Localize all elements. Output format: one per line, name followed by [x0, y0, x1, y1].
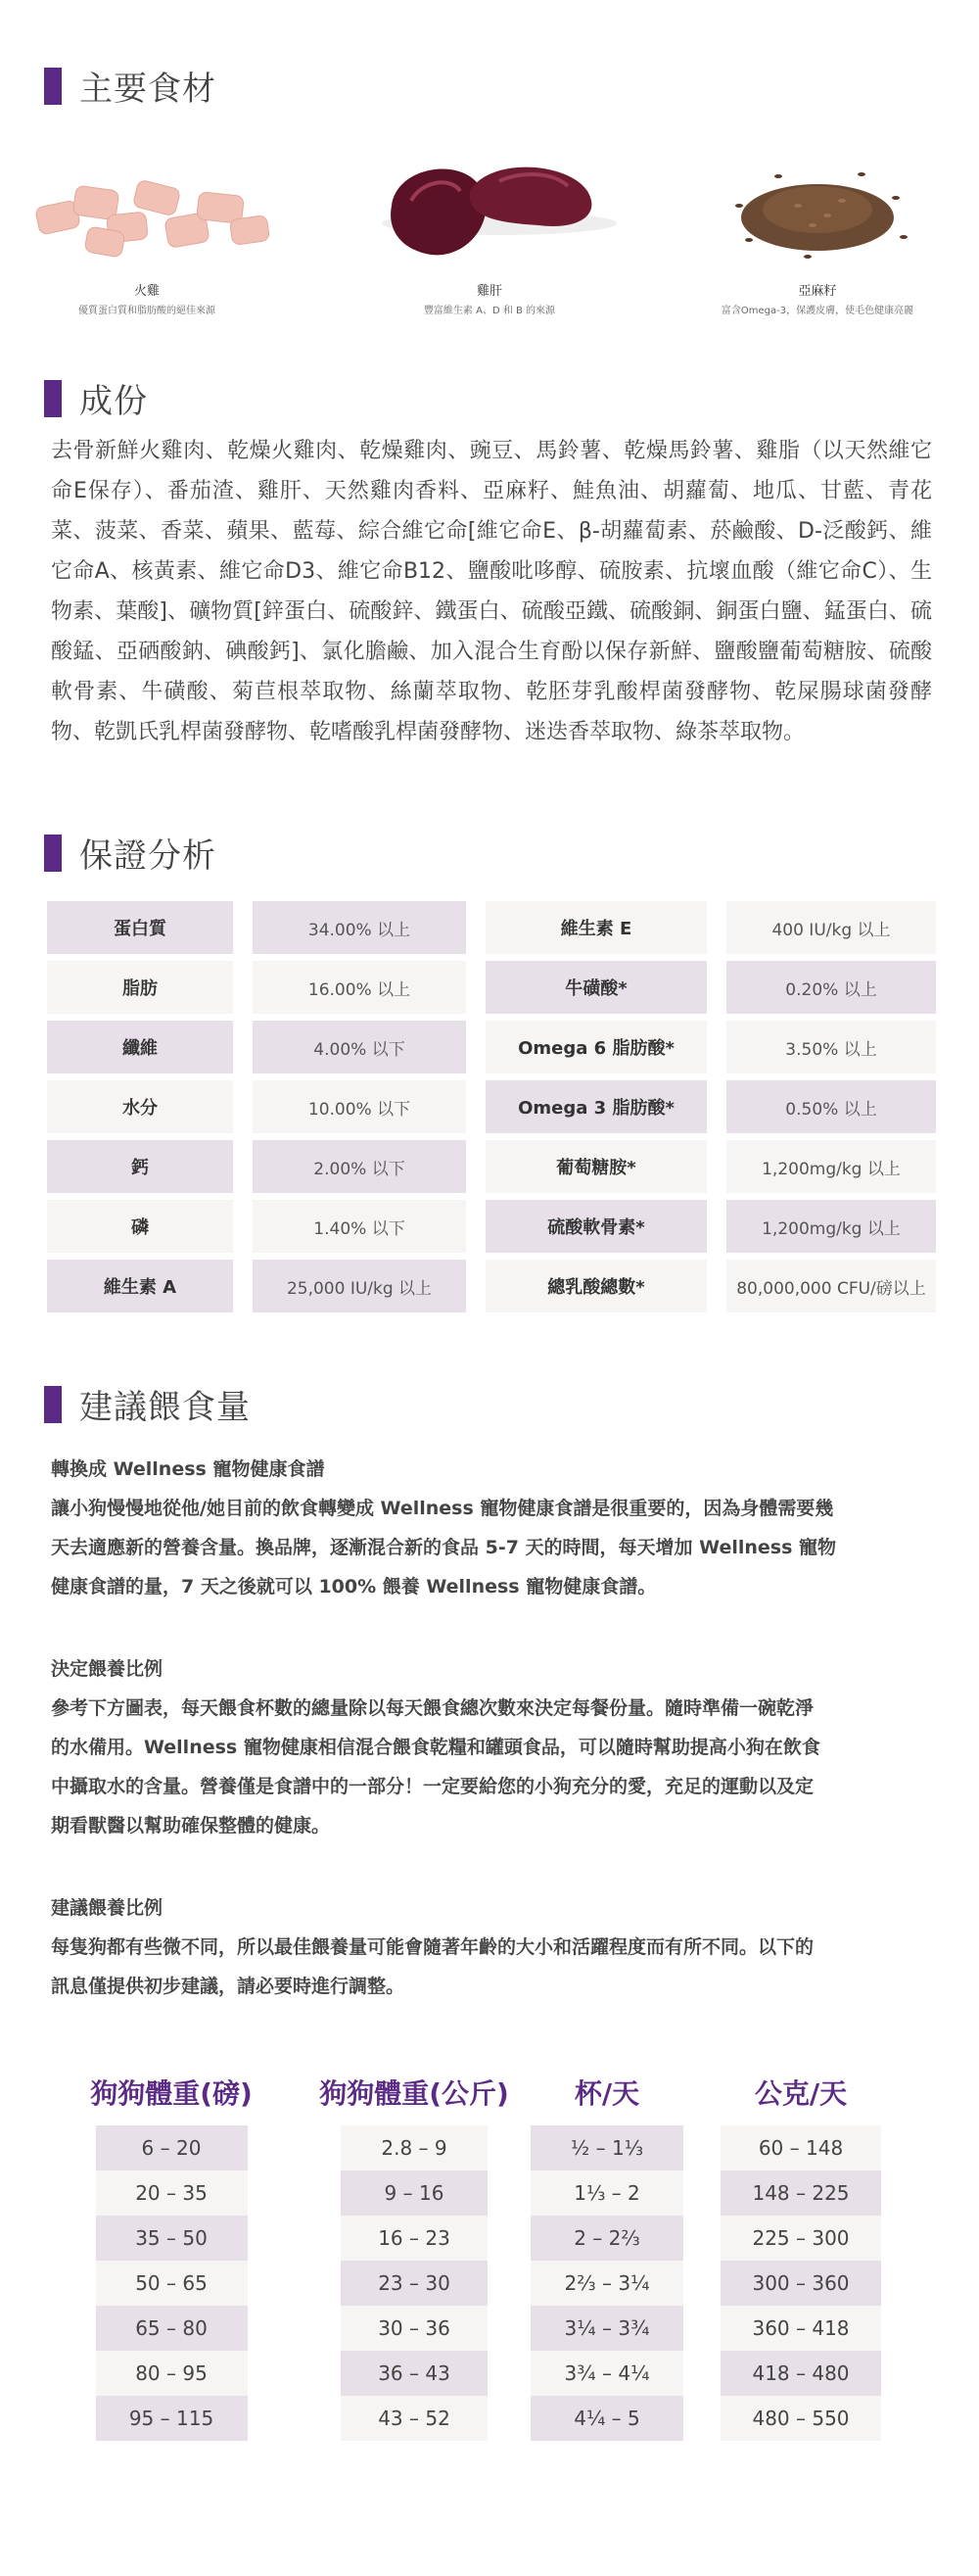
analysis-label: 磷 [47, 1200, 233, 1253]
column-header: 杯/天 [574, 2077, 640, 2110]
ingredient-name: 亞麻籽 [798, 284, 837, 299]
paragraph-line: 天去適應新的營養含量。換品牌，逐漸混合新的食品 5-7 天的時間，每天增加 Wellness 寵物 [51, 1537, 837, 1558]
paragraph-line: 每隻狗都有些微不同，所以最佳餵養量可能會隨著年齡的大小和活躍程度而有所不同。以下的 [51, 1936, 815, 1958]
column-header: 公克/天 [754, 2077, 848, 2110]
table-cell: 3¾ – 4¼ [531, 2351, 683, 2396]
table-cell: ½ – 1⅓ [531, 2125, 683, 2171]
table-cell: 23 – 30 [341, 2261, 488, 2306]
turkey-icon [10, 147, 284, 274]
table-cell: 480 – 550 [721, 2396, 881, 2441]
table-cell: 80 – 95 [96, 2351, 248, 2396]
analysis-value: 16.00% 以上 [253, 961, 466, 1014]
paragraph-line: 健康食譜的量，7 天之後就可以 100% 餵養 Wellness 寵物健康食譜。 [51, 1576, 657, 1598]
feeding-column-lbs [59, 2075, 284, 2441]
paragraph-heading: 決定餵養比例 [51, 1658, 163, 1680]
table-cell: 6 – 20 [96, 2125, 248, 2171]
analysis-section-heading [44, 829, 216, 877]
heading-accent-bar [44, 1386, 62, 1423]
ingredient-flaxseed [671, 147, 964, 316]
ingredient-chicken-liver [343, 147, 636, 316]
paragraph-line: 參考下方圖表，每天餵食杯數的總量除以每天餵食總次數來決定每餐份量。隨時準備一碗乾淨 [51, 1697, 815, 1719]
section-title: 建議餵食量 [79, 1388, 251, 1427]
heading-accent-bar [44, 380, 62, 417]
analysis-value: 80,000,000 CFU/磅以上 [726, 1260, 936, 1312]
analysis-value: 0.20% 以上 [726, 961, 936, 1014]
table-cell: 30 – 36 [341, 2306, 488, 2351]
composition-text: 去骨新鮮火雞肉、乾燥火雞肉、乾燥雞肉、豌豆、馬鈴薯、乾燥馬鈴薯、雞脂（以天然維它命E保存）、番茄渣、雞肝、天然雞肉香料、亞麻籽、鮭魚油、胡蘿蔔、地瓜、甘藍、青花菜、菠菜、香菜、蘋果、藍莓、綜合維它命[維它命E、β-胡蘿蔔素、菸鹼酸、D-泛酸鈣、維它命A、核黃素、維它命D3、維它命B12、鹽酸吡哆醇、硫胺素、抗壞血酸（維它命C）、生物素、葉酸]、礦物質[鋅蛋白、硫酸鋅、鐵蛋白、硫酸亞鐵、硫酸銅、銅蛋白鹽、錳蛋白、硫酸錳、亞硒酸鈉、碘酸鈣]、氯化膽鹼、加入混合生育酚以保存新鮮、鹽酸鹽葡萄糖胺、硫酸軟骨素、牛磺酸、菊苣根萃取物、絲蘭萃取物、乾胚芽乳酸桿菌發酵物、乾屎腸球菌發酵物、乾凱氏乳桿菌發酵物、乾嗜酸乳桿菌發酵物、迷迭香萃取物、綠茶萃取物。 [51, 439, 932, 744]
section-title: 保證分析 [79, 836, 216, 876]
analysis-label: 維生素 A [47, 1260, 233, 1312]
paragraph-line: 訊息僅提供初步建議，請必要時進行調整。 [51, 1976, 405, 1997]
paragraph-line: 中攝取水的含量。營養僅是食譜中的一部分！一定要給您的小狗充分的愛，充足的運動以及定 [51, 1776, 815, 1797]
analysis-value: 1,200mg/kg 以上 [726, 1140, 936, 1193]
paragraph-line: 讓小狗慢慢地從他/她目前的飲食轉變成 Wellness 寵物健康食譜是很重要的，因為身體需要幾 [51, 1498, 834, 1519]
table-cell: 2⅔ – 3¼ [531, 2261, 683, 2306]
analysis-value: 34.00% 以上 [253, 901, 466, 954]
analysis-value: 2.00% 以下 [253, 1140, 466, 1193]
ingredient-turkey [0, 147, 294, 316]
feeding-section-heading [44, 1380, 251, 1428]
table-cell: 4¼ – 5 [531, 2396, 683, 2441]
analysis-label: 葡萄糖胺* [486, 1140, 707, 1193]
paragraph-line: 期看獸醫以幫助確保整體的健康。 [51, 1815, 331, 1837]
column-header: 狗狗體重(公斤) [319, 2077, 509, 2110]
ingredient-description: 優質蛋白質和脂肪酸的絕佳來源 [78, 306, 215, 316]
analysis-value: 0.50% 以上 [726, 1080, 936, 1133]
ingredient-description: 富含Omega-3，保護皮膚，使毛色健康亮麗 [721, 306, 914, 316]
analysis-value: 1,200mg/kg 以上 [726, 1200, 936, 1253]
table-cell: 300 – 360 [721, 2261, 881, 2306]
analysis-label: Omega 3 脂肪酸* [486, 1080, 707, 1133]
analysis-value: 4.00% 以下 [253, 1021, 466, 1073]
table-cell: 20 – 35 [96, 2171, 248, 2216]
analysis-value: 3.50% 以上 [726, 1021, 936, 1073]
ingredients-section-heading [44, 62, 216, 110]
table-cell: 9 – 16 [341, 2171, 488, 2216]
analysis-label: Omega 6 脂肪酸* [486, 1021, 707, 1073]
flaxseed-icon [680, 147, 955, 274]
analysis-label: 蛋白質 [47, 901, 233, 954]
feeding-column-kg [292, 2075, 536, 2441]
table-cell: 1⅓ – 2 [531, 2171, 683, 2216]
table-cell: 2 – 2⅔ [531, 2216, 683, 2261]
ingredient-name: 火雞 [133, 284, 160, 299]
analysis-label: 脂肪 [47, 961, 233, 1014]
analysis-value: 1.40% 以下 [253, 1200, 466, 1253]
paragraph-heading: 轉換成 Wellness 寵物健康食譜 [51, 1458, 325, 1480]
ingredients-row [0, 147, 979, 343]
analysis-label: 總乳酸總數* [486, 1260, 707, 1312]
feeding-column-cups [529, 2075, 685, 2441]
analysis-value: 25,000 IU/kg 以上 [253, 1260, 466, 1312]
feeding-column-grams [713, 2075, 889, 2441]
table-cell: 95 – 115 [96, 2396, 248, 2441]
chicken-liver-icon [352, 147, 627, 274]
ratio-paragraph [51, 1649, 932, 1845]
analysis-label: 纖維 [47, 1021, 233, 1073]
table-cell: 35 – 50 [96, 2216, 248, 2261]
paragraph-line: 的水備用。Wellness 寵物健康相信混合餵食乾糧和罐頭食品，可以隨時幫助提高小狗在飲食 [51, 1737, 820, 1758]
analysis-value: 400 IU/kg 以上 [726, 901, 936, 954]
table-cell: 50 – 65 [96, 2261, 248, 2306]
analysis-label: 維生素 E [486, 901, 707, 954]
transition-paragraph [51, 1450, 932, 1606]
column-header: 狗狗體重(磅) [90, 2077, 253, 2110]
section-title: 主要食材 [79, 70, 216, 109]
ingredient-description: 豐富維生素 A、D 和 B 的來源 [423, 306, 556, 316]
analysis-label: 鈣 [47, 1140, 233, 1193]
heading-accent-bar [44, 68, 62, 105]
suggest-paragraph [51, 1888, 932, 2006]
table-cell: 3¼ – 3¾ [531, 2306, 683, 2351]
table-cell: 16 – 23 [341, 2216, 488, 2261]
section-title: 成份 [79, 382, 148, 421]
table-cell: 225 – 300 [721, 2216, 881, 2261]
analysis-label: 水分 [47, 1080, 233, 1133]
table-cell: 36 – 43 [341, 2351, 488, 2396]
table-cell: 148 – 225 [721, 2171, 881, 2216]
analysis-value: 10.00% 以下 [253, 1080, 466, 1133]
composition-section-heading [44, 374, 148, 422]
table-cell: 360 – 418 [721, 2306, 881, 2351]
analysis-label: 牛磺酸* [486, 961, 707, 1014]
table-cell: 418 – 480 [721, 2351, 881, 2396]
table-cell: 65 – 80 [96, 2306, 248, 2351]
table-cell: 43 – 52 [341, 2396, 488, 2441]
table-cell: 2.8 – 9 [341, 2125, 488, 2171]
paragraph-heading: 建議餵養比例 [51, 1897, 163, 1919]
heading-accent-bar [44, 835, 62, 872]
ingredient-name: 雞肝 [476, 284, 502, 299]
table-cell: 60 – 148 [721, 2125, 881, 2171]
analysis-label: 硫酸軟骨素* [486, 1200, 707, 1253]
